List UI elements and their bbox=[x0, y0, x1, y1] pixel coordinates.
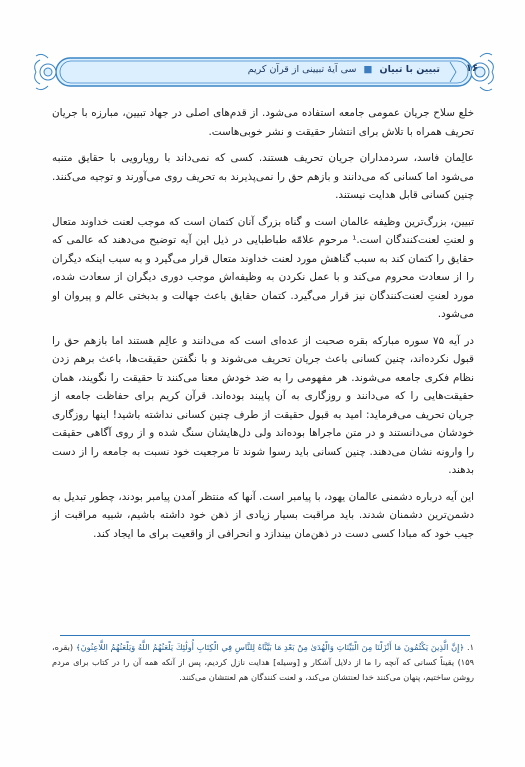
paragraph: تبیین، بزرگ‌ترین وظیفه عالمان است و گناه بزرگ آنان کتمان است که موجب لعنت خداوند متعال و لعنتِ لعنت‌کنندگان است.¹ مرحوم علامّه طباطبایی در ذیل این آیه توضیح می‌دهند که عالمی که حقایق را کتمان کند به سبب گناهش مورد لعنت خداوند متعال قرار می‌گیرد و به سبب اینکه دیگران را از سعادت محروم می‌کند و با عمل نکردن به وظیفه‌اش موجب دوری دیگران از سعادت شده، مورد لعنتِ لعنت‌کنندگان نیز قرار می‌گیرد. کتمان حقایق باعث جهالت و بدبختی عالم و پیروان او می‌شود. bbox=[52, 215, 474, 320]
left-ornament-icon bbox=[35, 54, 56, 89]
paragraph: این آیه درباره دشمنی عالمان یهود، با پیامبر است. آنها که منتظر آمدن پیامبر بودند، چطور تبدیل به دشمن‌ترین دشمنان شدند. باید مراقبت بسیار زیادی از ذهن خود داشته باشیم، شبیه مراقبت از جیب خود که مبادا کسی دست در ذهن‌مان بیندازد و انحرافی از واقعیت برای ما ایجاد کند. bbox=[52, 490, 474, 540]
main-text bbox=[52, 104, 474, 551]
book-subtitle: سی آیهٔ تبیینی از قرآن کریم bbox=[247, 64, 357, 75]
header-title bbox=[248, 64, 440, 75]
page-header bbox=[30, 50, 498, 94]
paragraph: خلع سلاح جریان عمومی جامعه استفاده می‌شود. از قدم‌های اصلی در جهاد تبیین، مبارزه با جریان تحریف همراه با تلاش برای انتشار حقیقت و نشر خوبی‌هاست. bbox=[52, 107, 474, 138]
footnote-arabic-verse: ﴿إِنَّ الَّذِينَ يَكْتُمُونَ مَا أَنْزَلْنَا مِنَ الْبَيِّنَاتِ وَالْهُدَىٰ مِنْ بَعْدِ مَا بَيَّنَّاهُ لِلنَّاسِ فِي الْكِتَابِ أُولَٰئِكَ يَلْعَنُهُمُ اللَّهُ وَيَلْعَنُهُمُ اللَّاعِنُونَ﴾ bbox=[75, 642, 465, 652]
footnote-translation: یقیناً کسانی که آنچه را ما از دلایل آشکار و [وسیله] هدایت نازل کردیم، پس از آنکه همه آن را در کتاب برای مردم روشن ساختیم، پنهان می‌کنند خدا لعنتشان می‌کند، و لعنت کنندگان هم لعنتشان می‌کنند. bbox=[52, 657, 474, 682]
footnote-reference: (بقره، ۱۵۹) bbox=[52, 642, 474, 667]
footnote-marker: ۱. bbox=[466, 642, 474, 652]
title-separator: ■ bbox=[363, 64, 373, 75]
footnote bbox=[52, 640, 474, 685]
paragraph: در آیه ۷۵ سوره مبارکه بقره صحبت از عده‌ای است که می‌دانند و عالِم هستند اما بازهم حق را قبول نکرده‌اند، چنین کسانی باعث جریان تحریف می‌شوند و با نگفتن حقیقت‌ها، باعث برهم زدن نظام فکری جامعه می‌شوند. هر مفهومی را به ضد خودش معنا می‌کنند تا حقیقت را نگویند، همان حقیقت‌هایی را که می‌دانند و روزگاری به آن پایبند بوده‌اند. قرآن کریم برای حفاظت جامعه از جریان تحریف می‌فرماید: امید به قبول حقیقت از طرف چنین کسانی نداشته باشید! اینها روزگاری خودشان می‌دانستند و در متن ماجراها بوده‌اند ولی دل‌هایشان سنگ شده و از روی آگاهی حقیقت را وارونه نشان می‌دهند. چنین کسانی باید رسوا شوند تا مرجعیت خود نسبت به جامعه را از دست بدهند. bbox=[52, 334, 474, 476]
footnote-divider bbox=[60, 635, 470, 636]
book-title: تبیین با تبیان bbox=[379, 64, 440, 75]
page-number: ۱۶ bbox=[465, 63, 479, 74]
paragraph: عالِمان فاسد، سردمداران جریان تحریف هستند. کسی که نمی‌داند با رویارویی با حقایق متنبه می‌شود اما کسانی که می‌دانند و بازهم حق را نمی‌پذیرند به تحریف روی می‌آورند و توجیه می‌کنند. چنین کسانی قابل هدایت نیستند. bbox=[52, 152, 474, 201]
